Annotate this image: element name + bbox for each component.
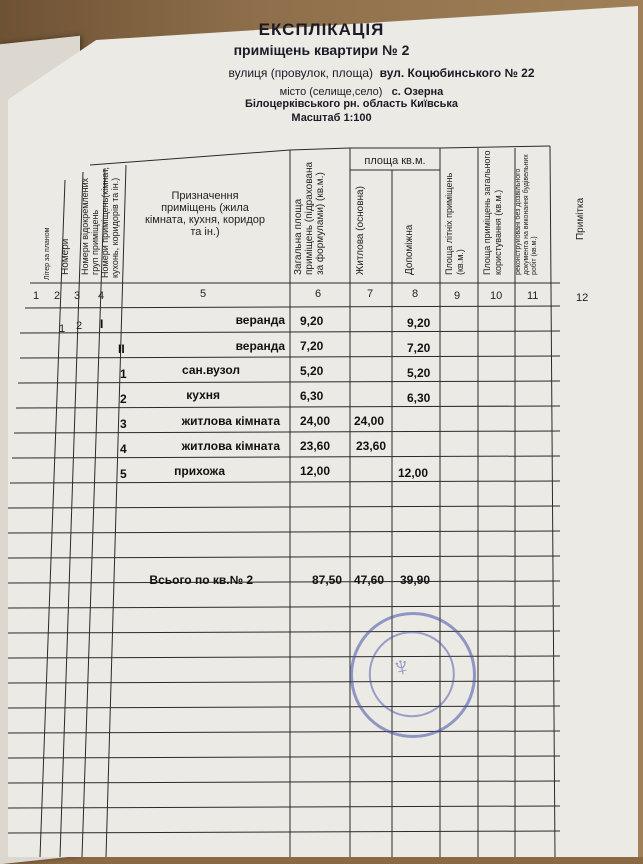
col-number-6: 6 xyxy=(315,288,322,300)
row-room-number: 1 xyxy=(120,367,127,381)
row-room-number: 4 xyxy=(120,442,127,456)
col-number-5: 5 xyxy=(200,288,207,300)
col-number-8: 8 xyxy=(412,288,419,300)
row-total-area: 9,20 xyxy=(300,314,324,328)
row-room-number: 3 xyxy=(120,417,127,431)
row-aux-area: 12,00 xyxy=(398,466,429,480)
row-room-name: житлова кімната xyxy=(181,439,280,453)
city-label: місто (селище,село) xyxy=(279,86,383,98)
row-aux-area: 9,20 xyxy=(407,316,431,330)
row-room-name: житлова кімната xyxy=(181,414,280,428)
row-total-area: 12,00 xyxy=(300,464,331,478)
row-group-number: 1 xyxy=(59,323,66,335)
col-number-12: 12 xyxy=(576,292,589,304)
living-area-sum: 47,60 xyxy=(354,573,385,587)
row-room-number: 5 xyxy=(120,467,127,481)
row-total-area: 6,30 xyxy=(300,389,324,403)
row-subgroup-number: 2 xyxy=(76,320,83,332)
col-header-7: Житлова (основна) xyxy=(355,186,366,275)
col-header-1: Літер за планом xyxy=(44,227,51,280)
col-header-3: Номери відокремлених груп приміщень xyxy=(80,177,100,275)
col-header-8: Допоміжна xyxy=(404,224,415,275)
row-room-name: веранда xyxy=(235,339,285,353)
col-number-2: 2 xyxy=(54,290,61,302)
col-header-12: Примітка xyxy=(575,197,586,240)
row-room-number: I xyxy=(100,317,104,331)
col-header-9: Площа літніх приміщень (кв.м.) xyxy=(444,172,465,275)
col-header-4: Номери приміщень(кімнат, кухонь, коридорів та ін.) xyxy=(100,167,120,278)
col-number-10: 10 xyxy=(490,290,503,302)
row-living-area: 24,00 xyxy=(354,414,385,428)
row-aux-area: 5,20 xyxy=(407,366,431,380)
scale-line: Масштаб 1:100 xyxy=(291,112,372,124)
col-number-7: 7 xyxy=(367,288,374,300)
col-number-11: 11 xyxy=(527,290,539,302)
col-header-11: реконструйовані без дозвільного документа на виконання будівельних робіт (кв.м.) xyxy=(515,154,538,275)
total-label: Всього по кв.№ 2 xyxy=(149,573,253,587)
street-value: вул. Коцюбинського № 22 xyxy=(379,66,535,80)
region-line: Білоцерківського рн. область Київська xyxy=(244,98,459,110)
city-value: с. Озерна xyxy=(391,86,444,98)
street-label: вулиця (провулок, площа) xyxy=(228,66,373,80)
col-header-10: Площа приміщень загального користування (кв.м.) xyxy=(482,150,503,275)
trident-emblem-icon: ♆ xyxy=(388,649,416,685)
col-header-5: Призначення приміщень (жила кімната, кухня, коридор та ін.) xyxy=(145,190,265,238)
row-total-area: 7,20 xyxy=(300,339,324,353)
col-number-4: 4 xyxy=(98,290,105,302)
row-room-number: 2 xyxy=(120,392,127,406)
document-subtitle: приміщень квартири № 2 xyxy=(233,42,410,58)
total-area-sum: 87,50 xyxy=(312,573,343,587)
area-group-header: площа кв.м. xyxy=(364,155,426,167)
row-room-number: II xyxy=(118,342,125,356)
row-room-name: сан.вузол xyxy=(182,363,240,377)
row-aux-area: 7,20 xyxy=(407,341,431,355)
col-header-6: Загальна площа приміщень (підрахована за формулами) (кв.м.) xyxy=(293,161,326,275)
col-number-3: 3 xyxy=(74,290,81,302)
aux-area-sum: 39,90 xyxy=(400,573,431,587)
col-number-1: 1 xyxy=(33,290,40,302)
col-number-9: 9 xyxy=(454,290,461,302)
row-room-name: веранда xyxy=(235,313,285,327)
document-title: ЕКСПЛІКАЦІЯ xyxy=(258,20,385,39)
row-aux-area: 6,30 xyxy=(407,391,431,405)
row-total-area: 24,00 xyxy=(300,414,331,428)
row-living-area: 23,60 xyxy=(356,439,387,453)
row-room-name: прихожа xyxy=(174,464,225,478)
row-room-name: кухня xyxy=(186,388,220,402)
col-header-2: Номери xyxy=(60,238,71,275)
row-total-area: 5,20 xyxy=(300,364,324,378)
row-total-area: 23,60 xyxy=(300,439,331,453)
